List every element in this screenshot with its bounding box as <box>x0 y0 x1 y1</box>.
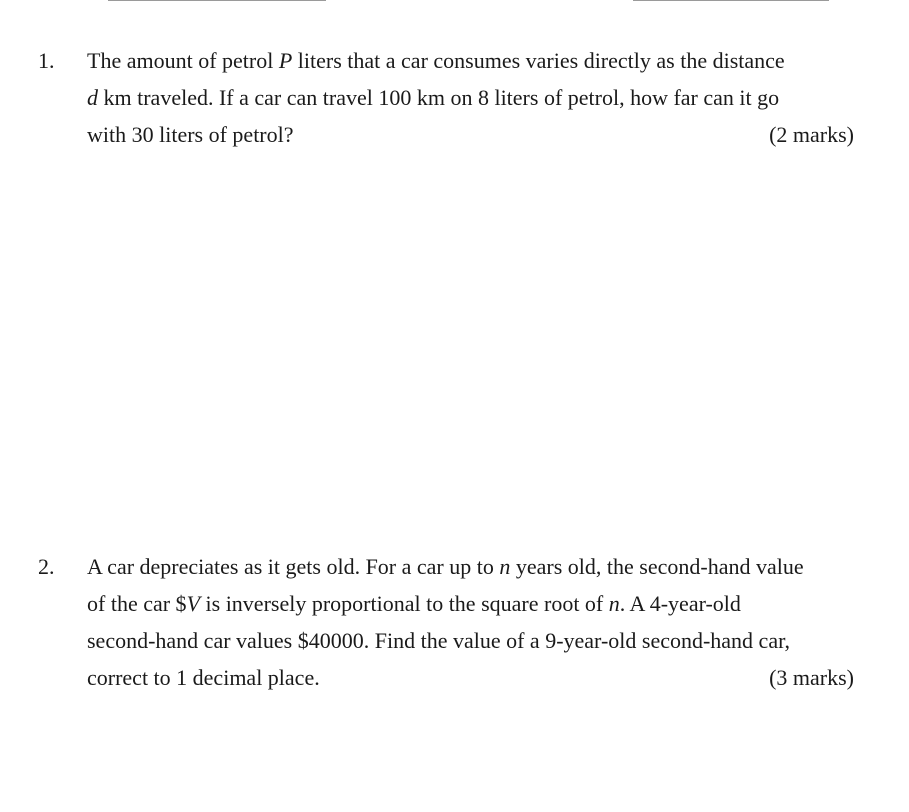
marks-label: (2 marks) <box>769 122 854 147</box>
math-variable: n <box>499 554 511 579</box>
question-text <box>87 548 877 696</box>
question-text <box>87 42 877 153</box>
math-variable: P <box>278 48 293 73</box>
question-line <box>87 42 877 79</box>
text-run: is inversely proportional to the square root of <box>200 591 609 616</box>
text-run: with 30 liters of petrol? <box>87 122 294 147</box>
question-line <box>87 585 877 622</box>
top-divider-right <box>633 0 829 1</box>
question-line <box>87 622 877 659</box>
text-run: liters that a car consumes varies directly as the distance <box>292 48 785 73</box>
question-line <box>87 659 877 696</box>
question-line <box>87 79 877 116</box>
question-line <box>87 548 877 585</box>
question-line <box>87 116 877 153</box>
text-run: correct to 1 decimal place. <box>87 665 320 690</box>
text-run: The amount of petrol <box>87 48 279 73</box>
text-run: . A 4-year-old <box>619 591 741 616</box>
text-run: km traveled. If a car can travel 100 km on 8 liters of petrol, how far can it go <box>98 85 780 110</box>
question-number: 2. <box>38 554 55 579</box>
marks-label: (3 marks) <box>769 665 854 690</box>
top-divider-left <box>108 0 326 1</box>
math-variable: n <box>608 591 620 616</box>
text-run: of the car $ <box>87 591 187 616</box>
math-variable: V <box>186 591 201 616</box>
question-number: 1. <box>38 48 55 73</box>
text-run: years old, the second-hand value <box>510 554 804 579</box>
text-run: A car depreciates as it gets old. For a car up to <box>87 554 500 579</box>
text-run: second-hand car values $40000. Find the value of a 9-year-old second-hand car, <box>87 628 791 653</box>
math-variable: d <box>87 85 98 110</box>
